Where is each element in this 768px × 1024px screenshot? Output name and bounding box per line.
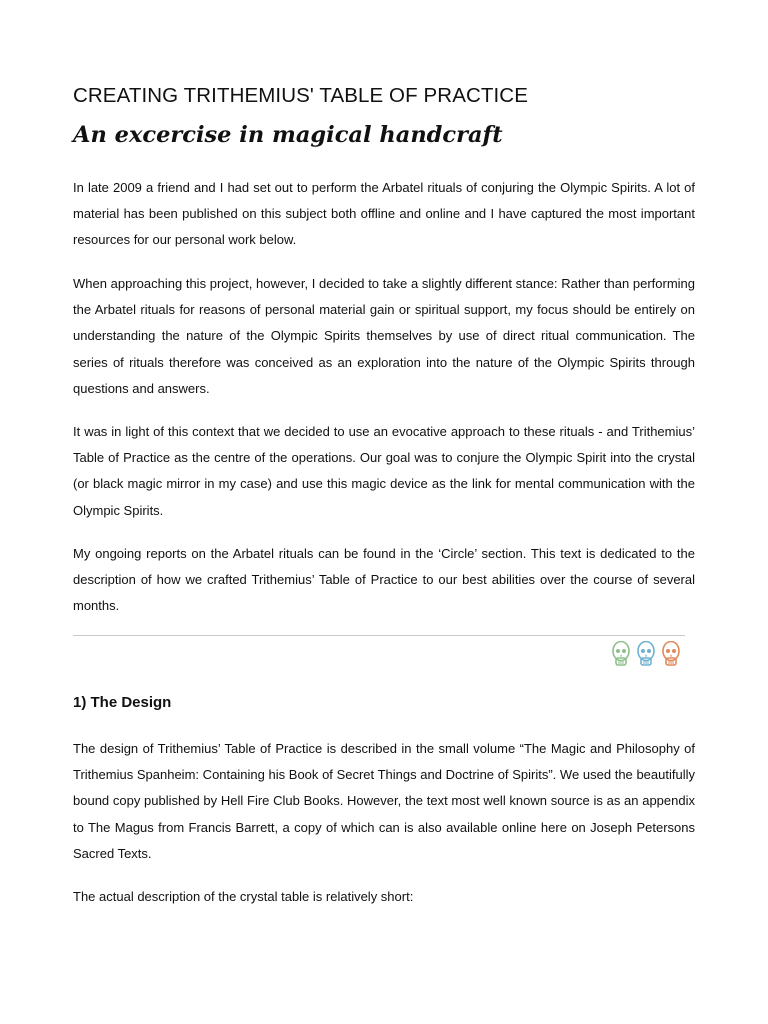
section-divider xyxy=(73,635,685,636)
document-subtitle: An excercise in magical handcraft xyxy=(73,122,503,148)
description-intro-paragraph: The actual description of the crystal table is relatively short: xyxy=(73,889,414,904)
skull-icon xyxy=(662,641,680,667)
approach-paragraph: When approaching this project, however, I decided to take a slightly different stance: Rather than performing the Arbatel rituals for reasons of personal material gain or spiritual support, my focus should be entirely on understanding the nature of the Olympic Spirits themselves by use of direct ritual communication. The series of rituals therefore was conceived as an exploration into the nature of the Olympic Spirits through questions and answers. xyxy=(73,276,695,396)
skull-icon xyxy=(637,641,655,667)
intro-paragraph: In late 2009 a friend and I had set out to perform the Arbatel rituals of conjuring the Olympic Spirits. A lot of material has been published on this subject both offline and online and I have captured the most important resources for our personal work below. xyxy=(73,180,695,248)
design-paragraph: The design of Trithemius’ Table of Practice is described in the small volume “The Magic and Philosophy of Trithemius Spanheim: Containing his Book of Secret Things and Doctrine of Spirits”. We used the beautifully bound copy published by Hell Fire Club Books. However, the text most well known source is as an appendix to The Magus from Francis Barrett, a copy of which can is also available online here on Joseph Petersons Sacred Texts. xyxy=(73,741,695,861)
skull-icon xyxy=(612,641,630,667)
reports-paragraph: My ongoing reports on the Arbatel rituals can be found in the ‘Circle’ section. This text is dedicated to the description of how we crafted Trithemius’ Table of Practice to our best abilities over the course of several months. xyxy=(73,546,695,614)
document-title: CREATING TRITHEMIUS' TABLE OF PRACTICE xyxy=(73,84,528,107)
skull-ornament xyxy=(612,641,680,667)
context-paragraph: It was in light of this context that we decided to use an evocative approach to these rituals - and Trithemius’ Table of Practice as the centre of the operations. Our goal was to conjure the Olympic Spirit into the crystal (or black magic mirror in my case) and use this magic device as the link for mental communication with the Olympic Spirits. xyxy=(73,424,695,518)
section-heading: 1) The Design xyxy=(73,694,172,711)
